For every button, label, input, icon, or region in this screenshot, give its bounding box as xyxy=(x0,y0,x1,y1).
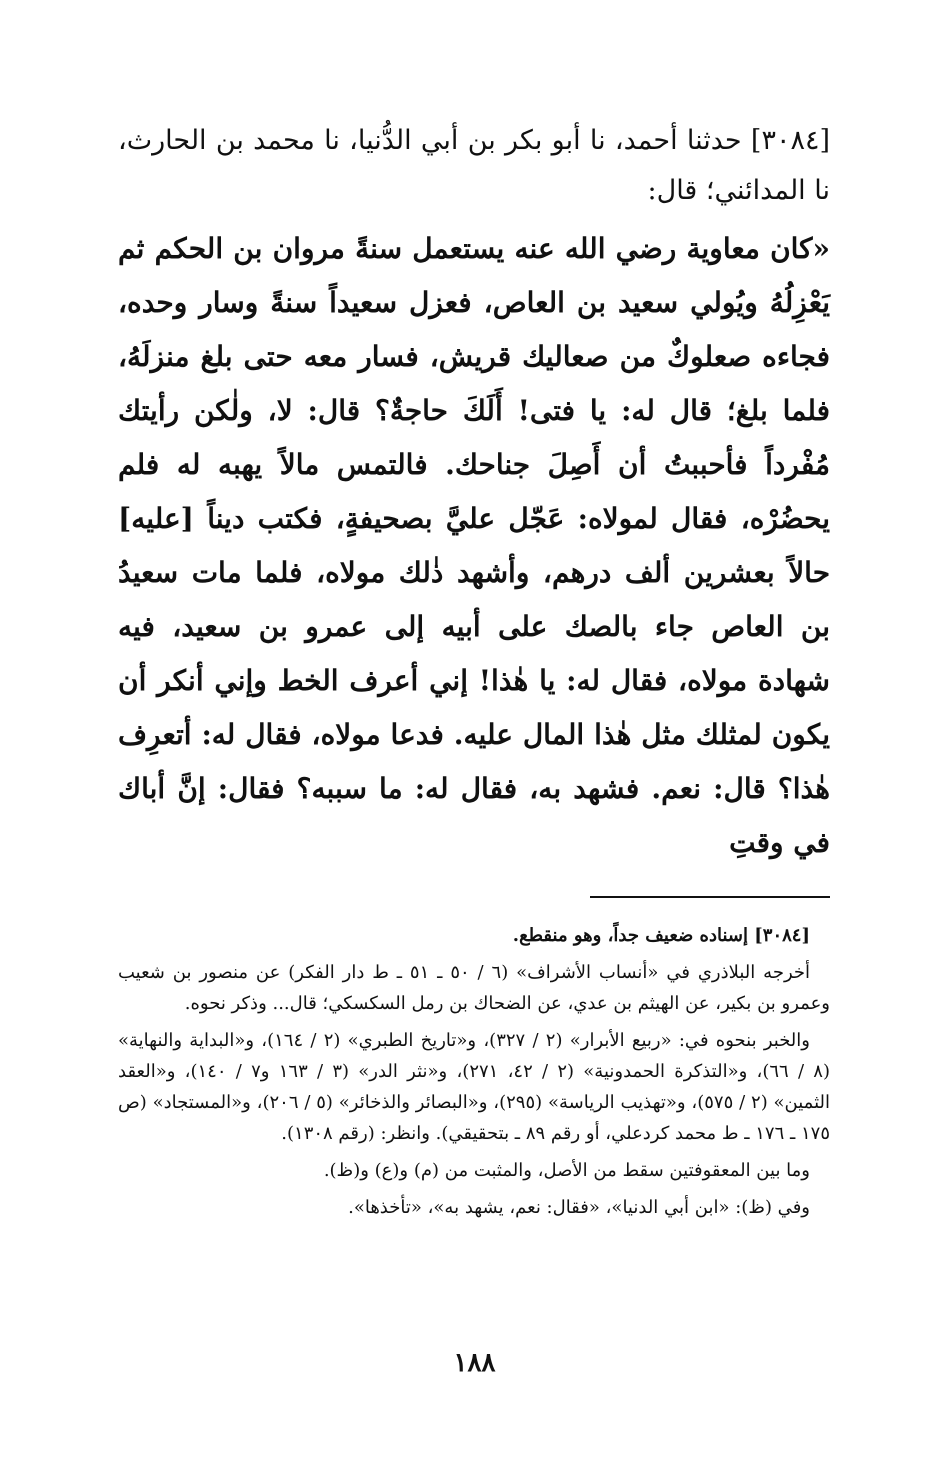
hadith-text: «كان معاوية رضي الله عنه يستعمل سنةً مروان بن الحكم ثم يَعْزِلُهُ ويُولي سعيد بن العاص، فعزل سعيداً سنةً وسار وحده، فجاءه صعلوكٌ من صعاليك قريش، فسار معه حتى بلغ منزلَهُ، فلما بلغ؛ قال له: يا فتى! أَلَكَ حاجةٌ؟ قال: لا، ولٰكن رأيتك مُفْرداً فأحببتُ أن أَصِلَ جناحك. فالتمس مالاً يهبه له فلم يحضُرْه، فقال لمولاه: عَجّل عليَّ بصحيفةٍ، فكتب ديناً [عليه] حالاً بعشرين ألف درهم، وأشهد ذٰلك مولاه، فلما مات سعيدُ بن العاص جاء بالصك على أبيه إلى عمرو بن سعيد، فيه شهادة مولاه، فقال له: يا هٰذا! إني أعرف الخط وإني أنكر أن يكون لمثلك مثل هٰذا المال عليه. فدعا مولاه، فقال له: أتعرِف هٰذا؟ قال: نعم. فشهد به، فقال له: ما سببه؟ فقال: إنَّ أباك في وقتِ xyxy=(118,232,830,859)
hadith-intro: [٣٠٨٤] حدثنا أحمد، نا أبو بكر بن أبي الدُّنيا، نا محمد بن الحارث، نا المدائني؛ قال: xyxy=(118,125,830,206)
page-number: ١٨٨ xyxy=(453,1348,496,1378)
page-content xyxy=(118,116,830,1229)
footnote-source: أخرجه البلاذري في «أنساب الأشراف» (٦ / ٥٠ ـ ٥١ ـ ط دار الفكر) عن منصور بن شعيب وعمرو بن بكير، عن الهيثم بن عدي، عن الضحاك بن رمل السكسكي؛ قال... وذكر نحوه. xyxy=(118,962,830,1014)
footnote-references: والخبر بنحوه في: «ربيع الأبرار» (٢ / ٣٢٧)، و«تاريخ الطبري» (٢ / ١٦٤)، و«البداية والنهاية» (٨ / ٦٦)، و«التذكرة الحمدونية» (٢ / ٤٢، ٢٧١)، و«نثر الدر» (٣ / ١٦٣ و٧ / ١٤٠)، و«العقد الثمين» (٢ / ٥٧٥)، و«تهذيب الرياسة» (٢٩٥)، و«البصائر والذخائر» (٥ / ٢٠٦)، و«المستجاد» (ص ١٧٥ ـ ١٧٦ ـ ط محمد كردعلي، أو رقم ٨٩ ـ بتحقيقي). وانظر: (رقم ١٣٠٨). xyxy=(118,1030,831,1144)
footnote-grading: [٣٠٨٤] إسناده ضعيف جداً، وهو منقطع. xyxy=(512,925,810,946)
footnote-variants: وفي (ظ): «ابن أبي الدنيا»، «فقال: نعم، يشهد به»، «تأخذها». xyxy=(348,1197,810,1218)
footnotes xyxy=(118,920,830,1223)
footnote-brackets-note: وما بين المعقوفتين سقط من الأصل، والمثبت من (م) و(ع) و(ظ). xyxy=(323,1160,810,1181)
footnote-separator xyxy=(590,896,830,898)
